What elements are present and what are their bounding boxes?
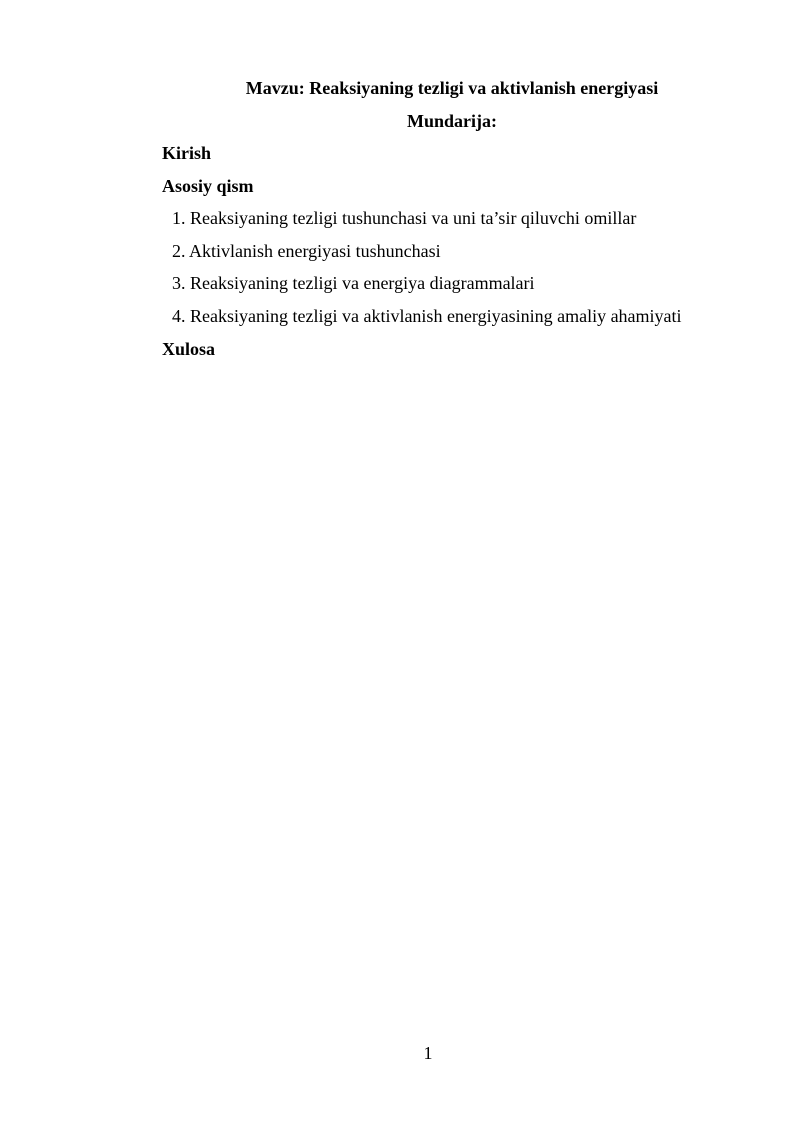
contents-heading: Mundarija: (407, 111, 497, 131)
contents-item-1: 1. Reaksiyaning tezligi tushunchasi va uni ta’sir qiluvchi omillar (172, 208, 637, 228)
contents-item-2: 2. Aktivlanish energiyasi tushunchasi (172, 241, 441, 261)
page-number: 1 (423, 1043, 433, 1063)
contents-item-3: 3. Reaksiyaning tezligi va energiya diagrammalari (172, 273, 535, 293)
section-main-part: Asosiy qism (162, 176, 254, 196)
section-conclusion: Xulosa (162, 339, 216, 359)
section-intro: Kirish (162, 143, 212, 163)
contents-item-4: 4. Reaksiyaning tezligi va aktivlanish energiyasining amaliy ahamiyati (172, 306, 682, 326)
document-title: Mavzu: Reaksiyaning tezligi va aktivlanish energiyasi (245, 78, 659, 98)
